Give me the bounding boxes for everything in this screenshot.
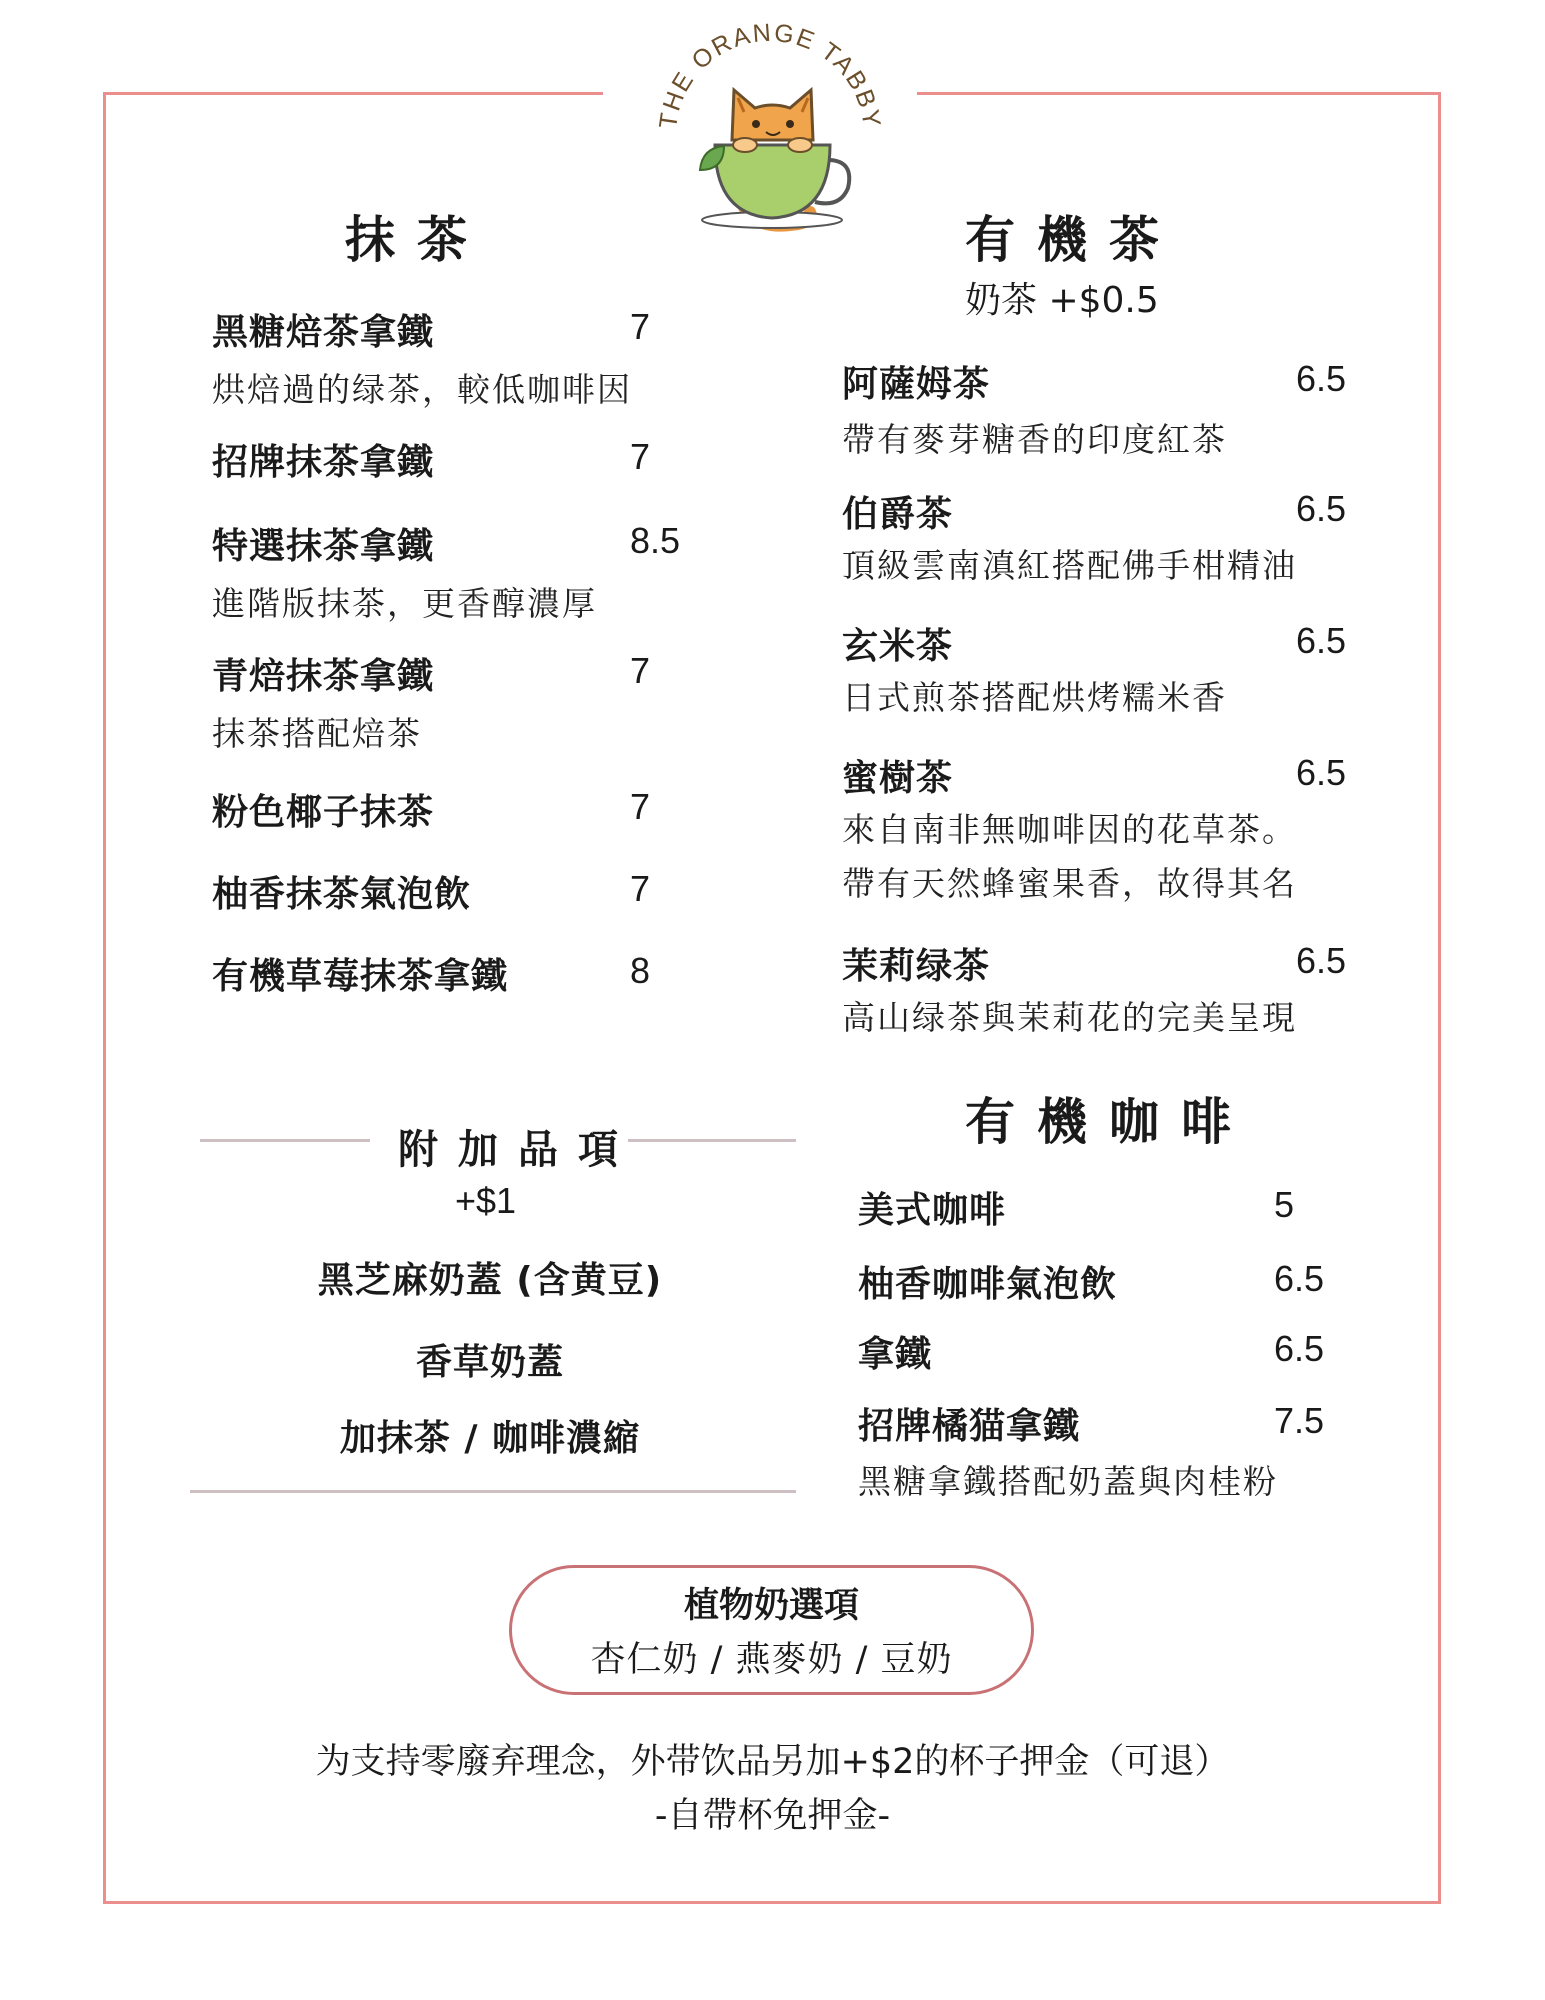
menu-item-price: 7 [630, 306, 651, 347]
menu-item-desc: 抹茶搭配焙茶 [212, 714, 422, 753]
addon-item: 香草奶蓋 [415, 1342, 564, 1383]
addons-price: +$1 [455, 1180, 517, 1221]
menu-item-price: 6.5 [1296, 940, 1347, 981]
addons-title: 附加品項 [398, 1127, 638, 1173]
menu-item-desc: 烘焙過的绿茶，較低咖啡因 [212, 370, 632, 409]
menu-item-price: 8 [630, 950, 651, 991]
menu-item-name: 招牌抹茶拿鐵 [212, 442, 435, 483]
menu-item-price: 6.5 [1296, 752, 1347, 793]
menu-item-name: 柚香抹茶氣泡飲 [212, 874, 472, 915]
tea-subtitle: 奶茶 +$0.5 [965, 280, 1159, 321]
frame-top-right [917, 92, 1441, 95]
menu-item-name: 阿薩姆茶 [842, 364, 991, 405]
cat-paw-icon [733, 138, 757, 152]
plant-milk-title: 植物奶選項 [683, 1586, 859, 1626]
menu-item-desc: 帶有天然蜂蜜果香，故得其名 [842, 864, 1297, 903]
frame-top-left [103, 92, 603, 95]
menu-item-desc: 頂級雲南滇紅搭配佛手柑精油 [842, 546, 1297, 585]
menu-item-desc: 黑糖拿鐵搭配奶蓋與肉桂粉 [858, 1462, 1278, 1501]
brand-logo [640, 20, 900, 245]
tea-section-title: 有機茶 [965, 211, 1181, 269]
addons-rule-left [200, 1139, 370, 1142]
menu-item-price: 7 [630, 650, 651, 691]
menu-item-price: 6.5 [1296, 488, 1347, 529]
menu-item-price: 8.5 [630, 520, 681, 561]
menu-item-desc: 日式煎茶搭配烘烤糯米香 [842, 678, 1227, 717]
menu-item-desc: 進階版抹茶，更香醇濃厚 [212, 584, 597, 623]
frame-left [103, 92, 106, 1904]
plant-milk-box [509, 1565, 1034, 1695]
menu-item-price: 7 [630, 436, 651, 477]
brand-name: THE ORANGE TABBY [653, 20, 887, 131]
menu-item-name: 黑糖焙茶拿鐵 [212, 312, 435, 353]
menu-item-price: 6.5 [1296, 358, 1347, 399]
menu-item-name: 伯爵茶 [842, 494, 954, 535]
menu-item-price: 5 [1274, 1184, 1295, 1225]
cat-paw-icon [788, 138, 812, 152]
own-cup-note: -自帶杯免押金- [654, 1796, 891, 1836]
menu-item-name: 招牌橘猫拿鐵 [858, 1406, 1081, 1447]
menu-item-name: 粉色椰子抹茶 [212, 792, 435, 833]
menu-item-name: 有機草莓抹茶拿鐵 [212, 956, 509, 997]
menu-item-name: 茉莉绿茶 [842, 946, 991, 987]
plant-milk-options: 杏仁奶 / 燕麥奶 / 豆奶 [590, 1640, 953, 1680]
matcha-section-title: 抹茶 [345, 211, 489, 269]
menu-item-name: 蜜樹茶 [842, 758, 954, 799]
menu-item-name: 柚香咖啡氣泡飲 [858, 1264, 1118, 1305]
menu-item-desc: 高山绿茶與茉莉花的完美呈現 [842, 998, 1297, 1037]
menu-item-name: 玄米茶 [842, 626, 954, 667]
addons-rule-right [628, 1139, 796, 1142]
addons-rule-bottom [190, 1490, 796, 1493]
menu-item-price: 6.5 [1274, 1258, 1325, 1299]
deposit-note: 为支持零廢弃理念，外带饮品另加+$2的杯子押金（可退） [315, 1742, 1230, 1782]
cat-head-icon [732, 90, 813, 140]
menu-item-name: 美式咖啡 [858, 1190, 1007, 1231]
menu-item-price: 6.5 [1296, 620, 1347, 661]
menu-item-price: 6.5 [1274, 1328, 1325, 1369]
menu-item-name: 青焙抹茶拿鐵 [212, 656, 435, 697]
menu-item-price: 7 [630, 868, 651, 909]
menu-item-name: 拿鐵 [858, 1334, 933, 1375]
menu-item-desc: 帶有麥芽糖香的印度紅茶 [842, 420, 1227, 459]
frame-right [1438, 92, 1441, 1904]
addon-item: 黑芝麻奶蓋 (含黄豆) [317, 1260, 663, 1301]
menu-item-price: 7.5 [1274, 1400, 1325, 1441]
menu-item-desc: 來自南非無咖啡因的花草茶。 [842, 810, 1297, 849]
menu-item-name: 特選抹茶拿鐵 [212, 526, 435, 567]
menu-item-price: 7 [630, 786, 651, 827]
frame-bottom [103, 1901, 1441, 1904]
coffee-section-title: 有機咖啡 [965, 1093, 1253, 1151]
addon-item: 加抹茶 / 咖啡濃縮 [339, 1418, 641, 1459]
